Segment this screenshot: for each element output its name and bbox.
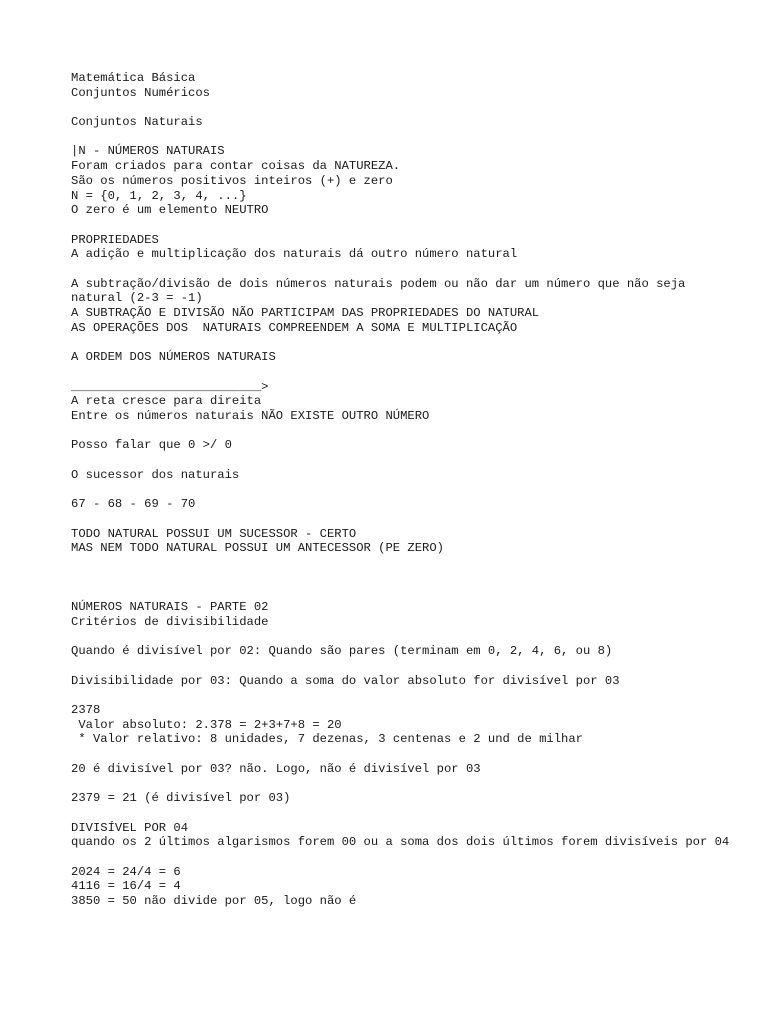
text-line: A adição e multiplicação dos naturais dá outro número natural [71,247,518,262]
text-line: A SUBTRAÇÃO E DIVISÃO NÃO PARTICIPAM DAS PROPRIEDADES DO NATURAL [71,306,540,321]
text-line: O sucessor dos naturais [71,467,240,482]
text-line: 20 é divisível por 03? não. Logo, não é divisível por 03 [71,761,481,776]
blank-line [71,659,731,674]
text-line: Quando é divisível por 02: Quando são pares (terminam em 0, 2, 4, 6, ou 8) [71,644,613,659]
text-line: 4116 = 16/4 = 4 [71,879,181,894]
blank-line [71,262,731,277]
blank-line [71,424,731,439]
text-line: 2379 = 21 (é divisível por 03) [71,791,291,806]
blank-line [71,483,731,498]
text-line: quando os 2 últimos algarismos forem 00 ou a soma dos dois últimos forem divisíveis por 04 [71,835,730,850]
text-line: 3850 = 50 não divide por 05, logo não é [71,894,357,909]
text-line: PROPRIEDADES [71,232,159,247]
text-line: AS OPERAÇÕES DOS NATURAIS COMPREENDEM A SOMA E MULTIPLICAÇÃO [71,320,518,335]
text-line: * Valor relativo: 8 unidades, 7 dezenas, 3 centenas e 2 und de milhar [71,732,583,747]
blank-line [71,365,731,380]
text-line: DIVISÍVEL POR 04 [71,820,189,835]
blank-line [71,571,731,586]
text-line: Entre os números naturais NÃO EXISTE OUTRO NÚMERO [71,409,430,424]
text-line: Matemática Básica [71,71,196,85]
text-line: TODO NATURAL POSSUI UM SUCESSOR - CERTO [71,526,357,541]
text-line: Foram criados para contar coisas da NATUREZA. [71,159,401,174]
blank-line [71,453,731,468]
text-line: __________________________> [71,379,269,394]
text-line: Critérios de divisibilidade [71,614,269,629]
text-line: A subtração/divisão de dois números naturais podem ou não dar um número que não seja natural (2-3 = -1) [71,276,693,306]
blank-line [71,776,731,791]
text-line: Conjuntos Numéricos [71,85,210,100]
text-line: MAS NEM TODO NATURAL POSSUI UM ANTECESSOR (PE ZERO) [71,541,444,556]
text-line: Conjuntos Naturais [71,115,203,130]
text-line: |N - NÚMEROS NATURAIS [71,144,225,159]
blank-line [71,806,731,821]
document-page [71,71,731,909]
text-line: A ORDEM DOS NÚMEROS NATURAIS [71,350,276,365]
text-line: Posso falar que 0 >/ 0 [71,438,232,453]
blank-line [71,100,731,115]
blank-line [71,130,731,145]
blank-line [71,688,731,703]
blank-line [71,336,731,351]
text-line: NÚMEROS NATURAIS - PARTE 02 [71,600,269,615]
blank-line [71,747,731,762]
blank-line [71,218,731,233]
blank-line [71,585,731,600]
text-line: São os números positivos inteiros (+) e zero [71,173,393,188]
blank-line [71,850,731,865]
blank-line [71,512,731,527]
text-line: Valor absoluto: 2.378 = 2+3+7+8 = 20 [71,717,342,732]
blank-line [71,630,731,645]
text-line: 2378 [71,702,101,717]
blank-line [71,556,731,571]
text-line: 67 - 68 - 69 - 70 [71,497,196,512]
text-line: O zero é um elemento NEUTRO [71,203,269,218]
text-line: N = {0, 1, 2, 3, 4, ...} [71,188,247,203]
text-line: A reta cresce para direita [71,394,262,409]
text-line: Divisibilidade por 03: Quando a soma do valor absoluto for divisível por 03 [71,673,620,688]
text-line: 2024 = 24/4 = 6 [71,864,181,879]
